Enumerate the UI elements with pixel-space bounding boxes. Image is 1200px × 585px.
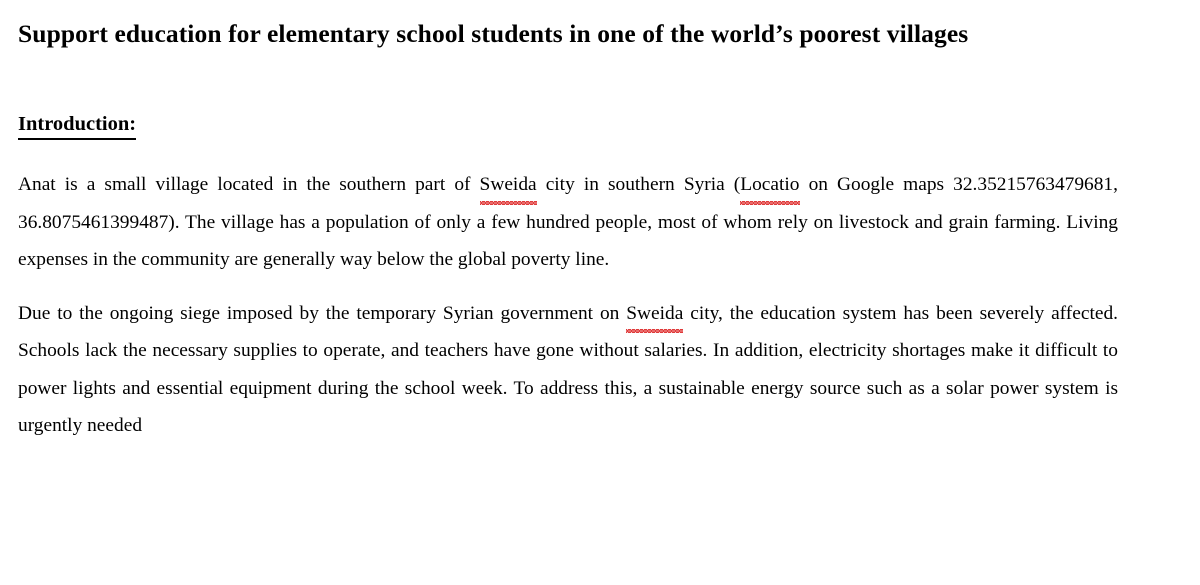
spellcheck-word[interactable]: Sweida — [480, 166, 537, 204]
document-body — [18, 0, 1118, 445]
section-heading-introduction: Introduction: — [18, 111, 136, 140]
paragraph-siege-impact: Due to the ongoing siege imposed by the temporary Syrian government on Sweida city, the education system has been severely affected. Schools lack the necessary supplies to operate, and teachers have gone without salaries. In addition, electricity shortages make it difficult to power lights and essential equipment during the school week. To address this, a sustainable energy source such as a solar power system is urgently needed — [18, 295, 1118, 445]
spellcheck-word[interactable]: Sweida — [626, 295, 683, 333]
paragraph-introduction: Anat is a small village located in the southern part of Sweida city in southern Syria (Locatio on Google maps 32.35215763479681, 36.8075461399487). The village has a population of only a few hundred people, most of whom rely on livestock and grain farming. Living expenses in the community are generally way below the global poverty line. — [18, 166, 1118, 279]
page-title: Support education for elementary school students in one of the world’s poorest villages — [18, 19, 969, 48]
title-spacer — [18, 55, 1118, 111]
introduction-heading-row — [18, 111, 1118, 140]
spellcheck-word[interactable]: Locatio — [740, 166, 799, 204]
